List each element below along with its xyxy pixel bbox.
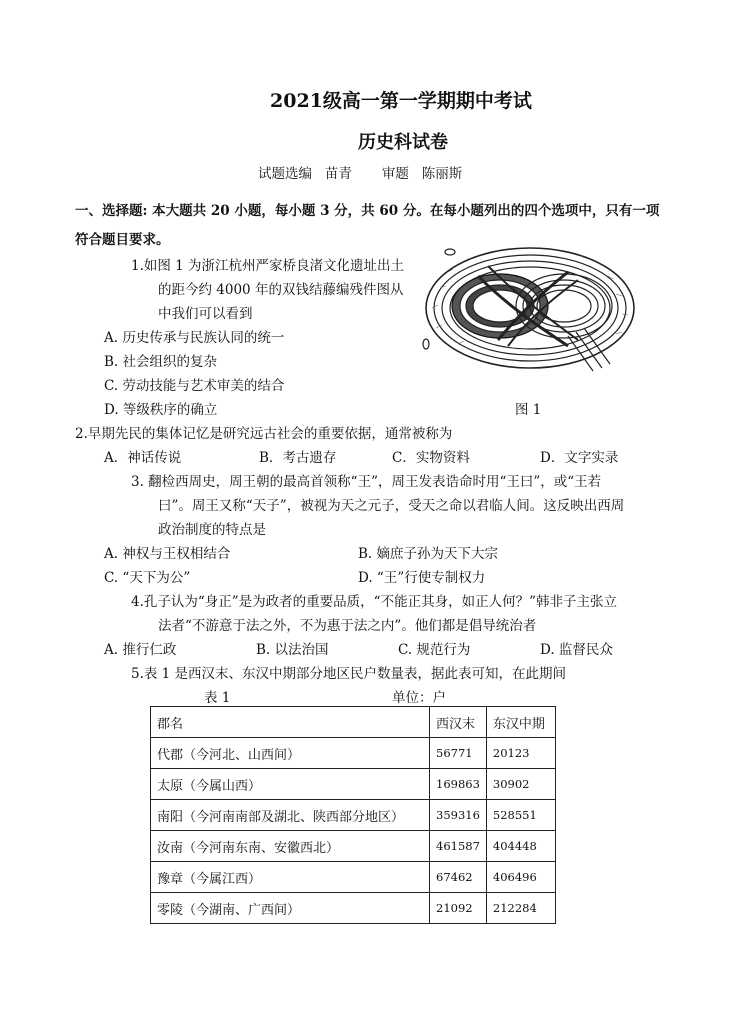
table-cell: 太原（今属山西）: [151, 769, 430, 800]
table-cell: 56771: [430, 738, 487, 769]
exam-title: 2021级高一第一学期期中考试: [270, 90, 532, 112]
q2-option-c: C．实物资料: [392, 450, 470, 466]
q3-stem-line2: 曰”。周王又称“天子”，被视为天之元子，受天之命以君临人间。这反映出西周: [158, 498, 625, 514]
q4-option-b: B. 以法治国: [256, 642, 329, 658]
figure-caption: 图 1: [515, 402, 542, 418]
table-cell: 406496: [486, 862, 555, 893]
q1-stem-line1: 1.如图 1 为浙江杭州严家桥良渚文化遗址出土: [131, 258, 405, 274]
table-row: [151, 831, 556, 862]
table-cell: 20123: [486, 738, 555, 769]
header-cell: 东汉中期: [486, 707, 555, 738]
table-row: [151, 862, 556, 893]
table-cell: 528551: [486, 800, 555, 831]
table-label: 表 1: [204, 690, 231, 706]
knot-illustration: [418, 236, 636, 376]
table-row: [151, 769, 556, 800]
figure-double-coin-knot: [418, 236, 636, 376]
q2-option-a: A．神话传说: [104, 450, 182, 466]
q2-stem: 2.早期先民的集体记忆是研究远古社会的重要依据，通常被称为: [75, 426, 453, 442]
q5-stem: 5.表 1 是西汉末、东汉中期部分地区民户数量表，据此表可知，在此期间: [131, 666, 567, 682]
table-header-row: [151, 707, 556, 738]
q2-option-d: D．文字实录: [540, 450, 619, 466]
table-cell: 代郡（今河北、山西间）: [151, 738, 430, 769]
q3-option-c: C. “天下为公”: [104, 570, 191, 586]
table-cell: 67462: [430, 862, 487, 893]
q1-option-d: D. 等级秩序的确立: [104, 402, 218, 418]
header-cell: 郡名: [151, 707, 430, 738]
q1-option-c: C. 劳动技能与艺术审美的结合: [104, 378, 285, 394]
exam-subtitle: 历史科试卷: [358, 132, 448, 153]
households-table: [150, 706, 556, 924]
table-cell: 359316: [430, 800, 487, 831]
table-cell: 212284: [486, 893, 555, 924]
table-cell: 豫章（今属江西）: [151, 862, 430, 893]
q4-stem-line2: 法者“不游意于法之外，不为惠于法之内”。他们都是倡导统治者: [158, 618, 537, 634]
table-row: [151, 800, 556, 831]
table-unit: 单位：户: [392, 690, 446, 706]
q1-stem-line3: 中我们可以看到: [158, 306, 253, 322]
table-row: [151, 738, 556, 769]
q4-option-d: D. 监督民众: [540, 642, 613, 658]
table-cell: 21092: [430, 893, 487, 924]
table-cell: 404448: [486, 831, 555, 862]
table-cell: 461587: [430, 831, 487, 862]
q3-option-d: D. “王”行使专制权力: [358, 570, 486, 586]
table-cell: 零陵（今湖南、广西间）: [151, 893, 430, 924]
q3-stem-line3: 政治制度的特点是: [158, 522, 266, 538]
q4-option-a: A. 推行仁政: [104, 642, 177, 658]
table-row: [151, 893, 556, 924]
q1-option-a: A. 历史传承与民族认同的统一: [104, 330, 285, 346]
table-cell: 169863: [430, 769, 487, 800]
q2-option-b: B．考古遗存: [259, 450, 337, 466]
q1-stem-line2: 的距今约 4000 年的双钱结藤编残件图从: [158, 282, 404, 298]
q3-option-b: B. 嫡庶子孙为天下大宗: [358, 546, 499, 562]
table-cell: 南阳（今河南南部及湖北、陕西部分地区）: [151, 800, 430, 831]
q4-stem-line1: 4.孔子认为“身正”是为政者的重要品质，“不能正其身，如正人何？”韩非子主张立: [131, 594, 617, 610]
q3-stem-line1: 3. 翻检西周史，周王朝的最高首领称“王”，周王发表诰命时用“王曰”，或“王若: [131, 474, 602, 490]
q3-option-a: A. 神权与王权相结合: [104, 546, 231, 562]
table-cell: 汝南（今河南东南、安徽西北）: [151, 831, 430, 862]
q4-option-c: C. 规范行为: [398, 642, 471, 658]
table-cell: 30902: [486, 769, 555, 800]
q1-option-b: B. 社会组织的复杂: [104, 354, 218, 370]
section-heading-line2: 符合题目要求。: [75, 232, 170, 248]
section-heading-line1: 一、选择题: 本大题共 20 小题，每小题 3 分，共 60 分。在每小题列出的四个选项中，只有一项: [75, 203, 660, 219]
header-cell: 西汉末: [430, 707, 487, 738]
exam-authors: 试题选编 苗青 审题 陈丽斯: [258, 166, 463, 182]
